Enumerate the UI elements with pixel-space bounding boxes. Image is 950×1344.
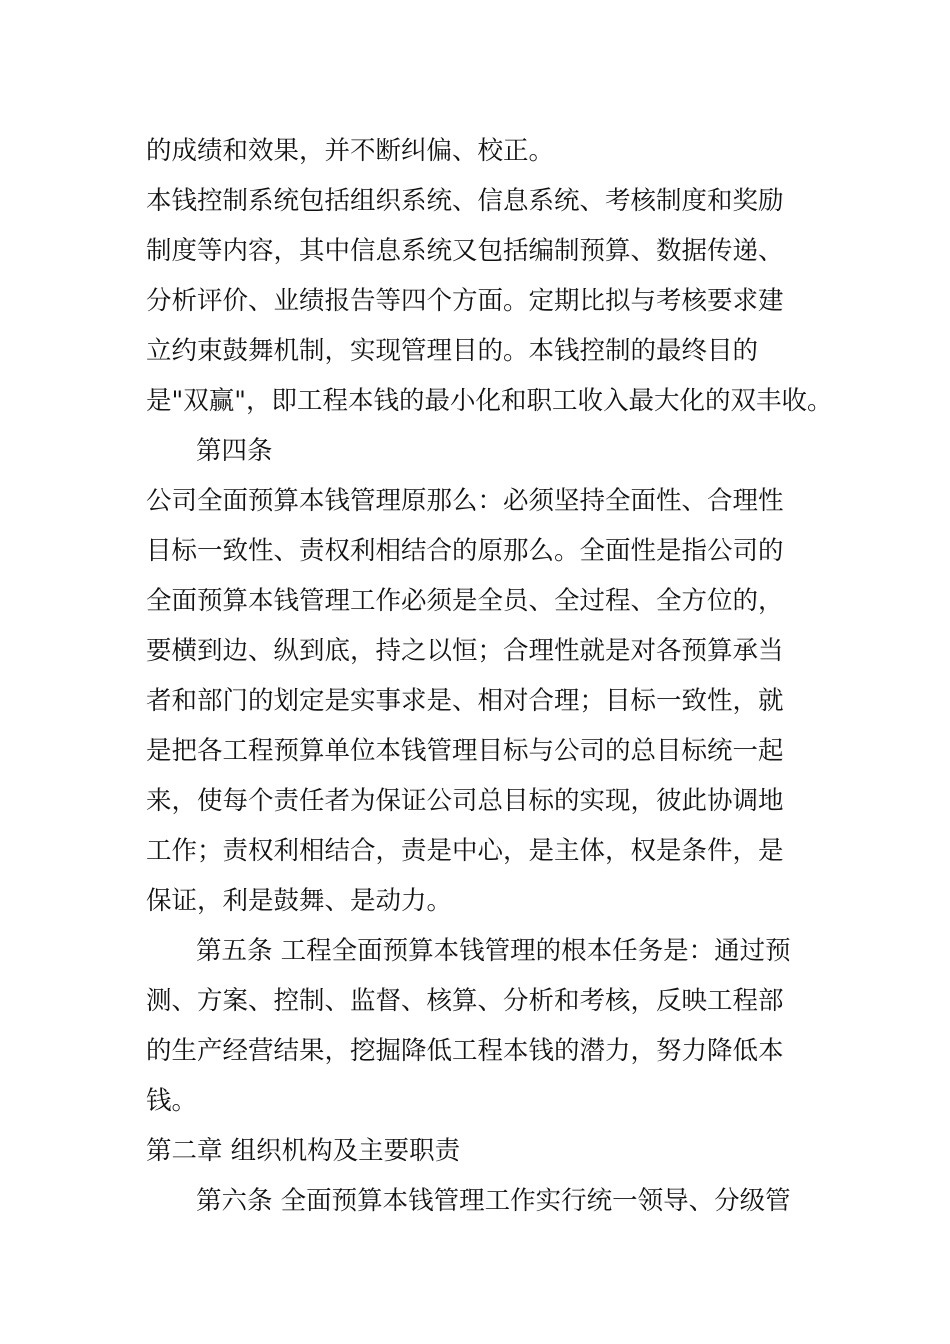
- text-line: 者和部门的划定是实事求是、相对合理；目标一致性，就: [146, 686, 784, 716]
- text-line: 立约束鼓舞机制，实现管理目的。本钱控制的最终目的: [146, 336, 759, 366]
- text-line: 公司全面预算本钱管理原那么：必须坚持全面性、合理性: [146, 486, 784, 516]
- text-line: 第五条 工程全面预算本钱管理的根本任务是：通过预: [196, 936, 791, 966]
- text-line: 目标一致性、责权利相结合的原那么。全面性是指公司的: [146, 536, 784, 566]
- text-line: 是"双赢"，即工程本钱的最小化和职工收入最大化的双丰收。: [146, 386, 833, 416]
- text-line: 的成绩和效果，并不断纠偏、校正。: [146, 136, 555, 166]
- text-line: 测、方案、控制、监督、核算、分析和考核，反映工程部: [146, 986, 784, 1016]
- article-heading: 第四条: [196, 436, 273, 466]
- text-line: 的生产经营结果，挖掘降低工程本钱的潜力，努力降低本: [146, 1036, 784, 1066]
- text-line: 分析评价、业绩报告等四个方面。定期比拟与考核要求建: [146, 286, 784, 316]
- text-line: 钱。: [146, 1086, 198, 1116]
- text-line: 来，使每个责任者为保证公司总目标的实现，彼此协调地: [146, 786, 784, 816]
- text-line: 工作；责权利相结合，责是中心，是主体，权是条件，是: [146, 836, 784, 866]
- chapter-heading: 第二章 组织机构及主要职责: [146, 1136, 461, 1166]
- text-line: 全面预算本钱管理工作必须是全员、全过程、全方位的，: [146, 586, 784, 616]
- text-line: 制度等内容，其中信息系统又包括编制预算、数据传递、: [146, 236, 784, 266]
- text-line: 是把各工程预算单位本钱管理目标与公司的总目标统一起: [146, 736, 784, 766]
- text-line: 本钱控制系统包括组织系统、信息系统、考核制度和奖励: [146, 186, 784, 216]
- text-line: 要横到边、纵到底，持之以恒；合理性就是对各预算承当: [146, 636, 784, 666]
- text-line: 保证，利是鼓舞、是动力。: [146, 886, 453, 916]
- text-line: 第六条 全面预算本钱管理工作实行统一领导、分级管: [196, 1186, 791, 1216]
